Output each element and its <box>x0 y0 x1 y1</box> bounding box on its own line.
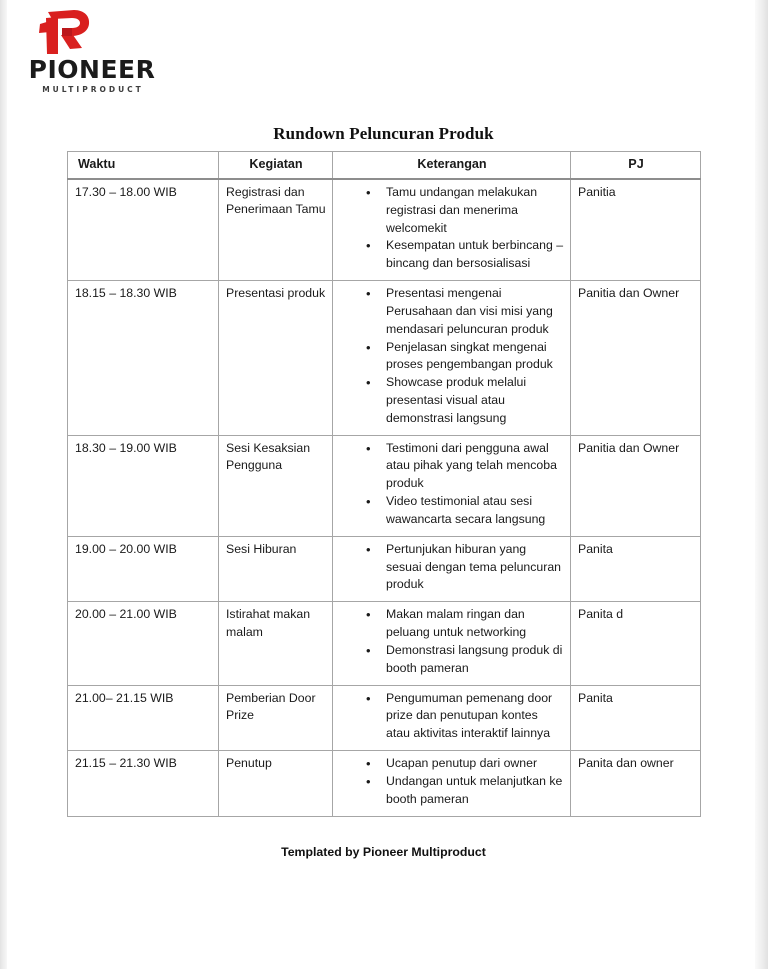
keterangan-list-item <box>340 541 564 594</box>
cell-pj: Panitia <box>571 179 701 281</box>
column-header-keterangan: Keterangan <box>333 152 571 179</box>
table-row <box>68 435 701 536</box>
bullet-icon: • <box>366 773 371 789</box>
cell-waktu: 21.00– 21.15 WIB <box>68 685 219 750</box>
keterangan-list <box>340 606 564 677</box>
bullet-icon: • <box>366 607 371 623</box>
cell-pj: Panitia dan Owner <box>571 281 701 436</box>
column-header-waktu: Waktu <box>68 152 219 179</box>
brand-logo <box>22 8 172 94</box>
cell-waktu: 18.15 – 18.30 WIB <box>68 281 219 436</box>
cell-waktu: 20.00 – 21.00 WIB <box>68 602 219 685</box>
cell-pj: Panita dan owner <box>571 751 701 816</box>
column-header-pj: PJ <box>571 152 701 179</box>
keterangan-list-item <box>340 237 564 273</box>
keterangan-list <box>340 184 564 273</box>
keterangan-list-item <box>340 440 564 493</box>
cell-waktu: 18.30 – 19.00 WIB <box>68 435 219 536</box>
cell-keterangan <box>333 751 571 816</box>
keterangan-list-item <box>340 493 564 529</box>
cell-keterangan <box>333 435 571 536</box>
cell-waktu: 17.30 – 18.00 WIB <box>68 179 219 281</box>
keterangan-list <box>340 755 564 808</box>
keterangan-text: Tamu undangan melakukan registrasi dan menerima welcomekit <box>386 184 538 235</box>
keterangan-text: Testimoni dari pengguna awal atau pihak yang telah mencoba produk <box>386 440 557 491</box>
document-footer: Templated by Pioneer Multiproduct <box>281 845 486 859</box>
bullet-icon: • <box>366 541 371 557</box>
keterangan-text: Demonstrasi langsung produk di booth pameran <box>386 642 563 675</box>
keterangan-list <box>340 440 564 529</box>
rundown-table <box>67 151 701 817</box>
bullet-icon: • <box>366 642 371 658</box>
keterangan-text: Penjelasan singkat mengenai proses pengembangan produk <box>386 339 553 372</box>
page-edge-right <box>755 0 768 969</box>
bullet-icon: • <box>366 339 371 355</box>
cell-pj: Panita <box>571 536 701 601</box>
page-title: Rundown Peluncuran Produk <box>273 124 494 143</box>
keterangan-text: Showcase produk melalui presentasi visual atau demonstrasi langsung <box>386 375 527 425</box>
table-row <box>68 602 701 685</box>
keterangan-text: Kesempatan untuk berbincang – bincang dan bersosialisasi <box>386 238 564 271</box>
keterangan-list-item <box>340 755 564 773</box>
cell-pj: Panita <box>571 685 701 750</box>
column-header-kegiatan: Kegiatan <box>219 152 333 179</box>
keterangan-text: Ucapan penutup dari owner <box>386 756 538 771</box>
cell-kegiatan: Sesi Hiburan <box>219 536 333 601</box>
bullet-icon: • <box>366 184 371 200</box>
keterangan-text: Pertunjukan hiburan yang sesuai dengan tema peluncuran produk <box>386 541 562 592</box>
cell-kegiatan: Registrasi dan Penerimaan Tamu <box>219 179 333 281</box>
cell-kegiatan: Istirahat makan malam <box>219 602 333 685</box>
cell-waktu: 19.00 – 20.00 WIB <box>68 536 219 601</box>
keterangan-list-item <box>340 642 564 678</box>
table-row <box>68 179 701 281</box>
bullet-icon: • <box>366 690 371 706</box>
table-row <box>68 281 701 436</box>
table-header-row <box>68 152 701 179</box>
cell-kegiatan: Penutup <box>219 751 333 816</box>
bullet-icon: • <box>366 756 371 772</box>
table-row <box>68 751 701 816</box>
cell-kegiatan: Sesi Kesaksian Pengguna <box>219 435 333 536</box>
rundown-table-body <box>68 179 701 816</box>
rundown-table-container <box>67 151 700 817</box>
table-row <box>68 536 701 601</box>
keterangan-text: Video testimonial atau sesi wawancarta secara langsung <box>386 494 546 526</box>
pioneer-p-mark-icon <box>34 8 96 56</box>
cell-keterangan <box>333 536 571 601</box>
keterangan-list-item <box>340 339 564 375</box>
keterangan-list-item <box>340 285 564 338</box>
keterangan-list <box>340 541 564 594</box>
table-row <box>68 685 701 750</box>
cell-kegiatan: Presentasi produk <box>219 281 333 436</box>
keterangan-text: Pengumuman pemenang door prize dan penutupan kontes atau aktivitas interaktif lainnya <box>386 690 553 741</box>
cell-pj: Panita d <box>571 602 701 685</box>
keterangan-list-item <box>340 184 564 237</box>
cell-keterangan <box>333 602 571 685</box>
page-edge-left <box>0 0 7 969</box>
keterangan-list <box>340 285 564 428</box>
cell-pj: Panitia dan Owner <box>571 435 701 536</box>
cell-keterangan <box>333 179 571 281</box>
cell-kegiatan: Pemberian Door Prize <box>219 685 333 750</box>
keterangan-text: Presentasi mengenai Perusahaan dan visi misi yang mendasari peluncuran produk <box>386 286 553 336</box>
keterangan-list-item <box>340 690 564 743</box>
bullet-icon: • <box>366 286 371 302</box>
brand-wordmark: PIONEER <box>28 55 156 84</box>
keterangan-text: Makan malam ringan dan peluang untuk networking <box>386 607 527 640</box>
keterangan-list <box>340 690 564 743</box>
cell-waktu: 21.15 – 21.30 WIB <box>68 751 219 816</box>
bullet-icon: • <box>366 440 371 456</box>
bullet-icon: • <box>366 238 371 254</box>
keterangan-list-item <box>340 773 564 809</box>
keterangan-list-item <box>340 374 564 427</box>
bullet-icon: • <box>366 494 371 510</box>
bullet-icon: • <box>366 375 371 391</box>
cell-keterangan <box>333 281 571 436</box>
brand-tagline: MULTIPRODUCT <box>42 85 144 94</box>
keterangan-text: Undangan untuk melanjutkan ke booth pameran <box>386 773 563 806</box>
keterangan-list-item <box>340 606 564 642</box>
cell-keterangan <box>333 685 571 750</box>
